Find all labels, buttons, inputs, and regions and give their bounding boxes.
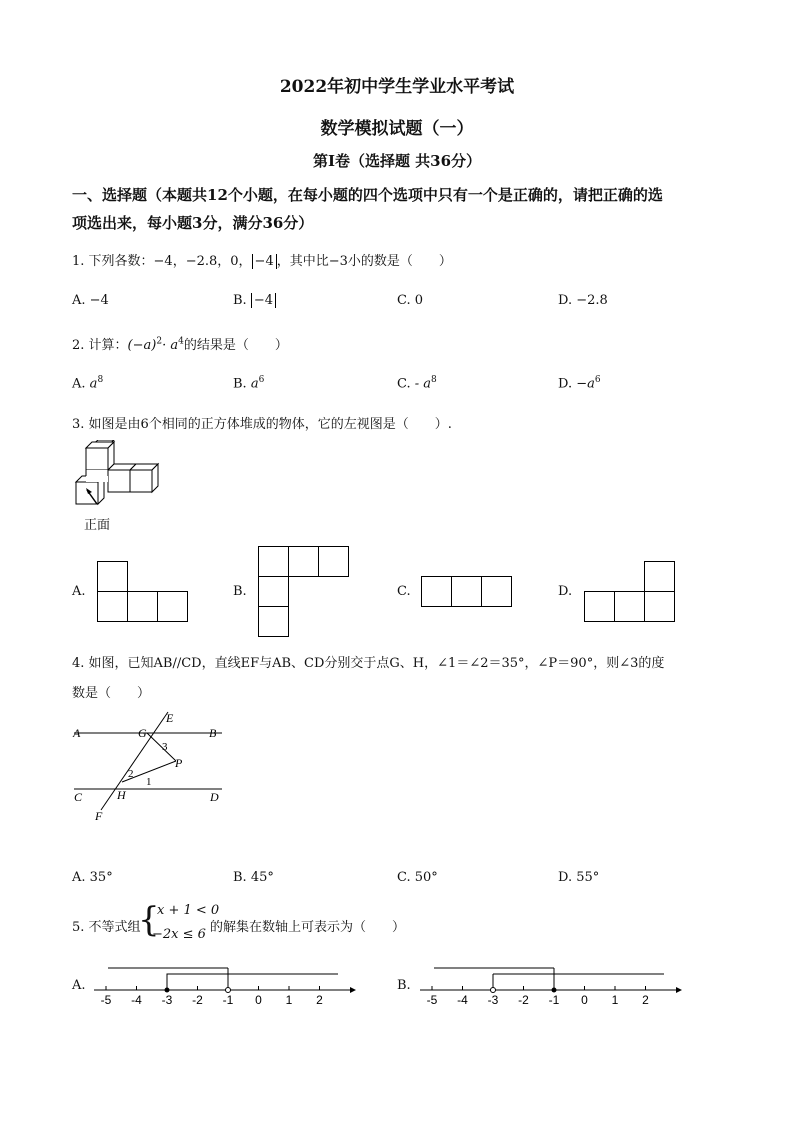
label-b: B (209, 726, 217, 740)
q2-text-a: 2. 计算： (72, 338, 128, 353)
q5-option-a-numberline (90, 962, 360, 1012)
cube-row-1 (108, 470, 130, 492)
q1-option-a[interactable]: A. −4 (72, 293, 109, 308)
label-d: D (210, 790, 219, 804)
tick-label: -5 (100, 993, 112, 1007)
q1-text-a: 1. 下列各数：−4，−2.8，0， (72, 254, 252, 269)
open-point (491, 988, 496, 993)
q2-option-d-label: D. (558, 376, 573, 392)
cube-row-2 (130, 470, 152, 492)
q1-option-d[interactable]: D. −2.8 (558, 293, 608, 308)
q2-option-d[interactable] (558, 375, 601, 391)
exam-subtitle: 数学模拟试题（一） (320, 119, 474, 139)
q5-brace: { (138, 900, 160, 940)
q5-option-a-label[interactable]: A. (72, 978, 86, 993)
q5-inequality-2: −2x ≤ 6 (152, 927, 206, 942)
q4-geometry-figure (68, 708, 238, 828)
q2-option-d-exp: 6 (594, 375, 601, 385)
tick-label: -1 (548, 993, 560, 1007)
q2-option-a-label: A. (72, 376, 86, 392)
tick-label: 1 (285, 993, 293, 1007)
q4-option-c[interactable]: C. 50° (397, 870, 438, 885)
label-a: A (73, 726, 81, 740)
q3-option-d-label[interactable]: D. (558, 584, 573, 599)
angle-1-label: 1 (146, 776, 152, 788)
q2-option-a[interactable] (72, 375, 103, 391)
q1-text-b: ，其中比−3小的数是（ ） (276, 254, 452, 269)
q2-option-c-label: C. (397, 376, 411, 392)
closed-point (552, 988, 557, 993)
tick-label: -5 (426, 993, 438, 1007)
q4-option-a[interactable]: A. 35° (72, 870, 113, 885)
cube-top (86, 448, 108, 470)
label-h: H (117, 788, 126, 802)
q2-option-b-label: B. (233, 376, 247, 392)
tick-label: 2 (316, 993, 323, 1007)
q2-exp4: 4 (178, 336, 184, 347)
label-f: F (95, 809, 103, 823)
label-c: C (74, 790, 83, 804)
q3-option-a-label[interactable]: A. (72, 584, 86, 599)
q2-dot-a: · a (162, 338, 179, 353)
q2-option-b-base: a (250, 376, 259, 392)
q2-option-a-exp: 8 (97, 375, 104, 385)
label-p: P (175, 756, 183, 770)
q2-option-b[interactable] (233, 375, 264, 391)
tick-label: -2 (192, 993, 203, 1007)
tick-label: 1 (611, 993, 619, 1007)
q5-option-b-label[interactable]: B. (397, 978, 411, 993)
q2-option-b-exp: 6 (258, 375, 265, 385)
tick-label: -2 (518, 993, 529, 1007)
q2-exp2: 2 (156, 336, 163, 347)
label-e: E (166, 711, 174, 725)
q3-option-c-label[interactable]: C. (397, 584, 411, 599)
q2-text-b: 的结果是（ ） (183, 338, 288, 353)
q2-expr: (−a) (127, 338, 157, 353)
angle-3-label: 3 (162, 741, 168, 753)
line-ef (101, 712, 168, 810)
question-4-line2: 数是（ ） (72, 686, 151, 701)
question-3: 3. 如图是由6个相同的正方体堆成的物体，它的左视图是（ ）. (72, 417, 452, 432)
q5-text-a: 5. 不等式组 (72, 920, 141, 935)
q3-cube-figure (70, 440, 170, 510)
exam-title: 2022年初中学生学业水平考试 (279, 77, 515, 97)
q1-option-b-value: −4 (251, 293, 276, 308)
q1-option-c[interactable]: C. 0 (397, 293, 424, 308)
q4-option-d[interactable]: D. 55° (558, 870, 600, 885)
angle-2-label: 2 (128, 768, 134, 780)
tick-label: -3 (487, 993, 499, 1007)
q5-option-b-numberline (416, 962, 686, 1012)
q3-option-b-label[interactable]: B. (233, 584, 247, 599)
label-g: G (138, 726, 147, 740)
part-heading: 第Ⅰ卷（选择题 共36分） (312, 152, 482, 170)
open-point (226, 988, 231, 993)
section-heading-line2: 项选出来，每小题3分，满分36分） (72, 214, 314, 232)
tick-label: 0 (581, 993, 588, 1007)
q2-option-c-base: - a (414, 376, 432, 392)
tick-label: 0 (255, 993, 262, 1007)
tick-label: -1 (222, 993, 234, 1007)
question-2 (72, 334, 288, 353)
q2-option-c-exp: 8 (431, 375, 437, 385)
tick-label: -4 (457, 993, 468, 1007)
q3-front-label: 正面 (84, 518, 111, 533)
question-4-line1: 4. 如图，已知AB//CD，直线EF与AB、CD分别交于点G、H，∠1＝∠2＝35°，∠P＝90°，则∠3的度 (72, 656, 665, 671)
q1-abs-value: −4 (252, 254, 277, 269)
tick-label: -3 (161, 993, 173, 1007)
q1-option-b[interactable] (233, 293, 276, 308)
q2-option-d-base: −a (576, 376, 595, 392)
tick-label: -4 (131, 993, 142, 1007)
q5-text-b: 的解集在数轴上可表示为（ ） (210, 920, 406, 935)
q1-option-b-label: B. (233, 293, 247, 308)
tick-label: 2 (642, 993, 649, 1007)
q5-inequality-1: x + 1 < 0 (157, 903, 220, 918)
q4-option-b[interactable]: B. 45° (233, 870, 274, 885)
section-heading-line1: 一、选择题（本题共12个小题，在每小题的四个选项中只有一个是正确的，请把正确的选 (72, 186, 663, 204)
question-1 (72, 250, 452, 269)
q2-option-c[interactable] (397, 375, 437, 391)
q2-option-a-base: a (89, 376, 98, 392)
closed-point (165, 988, 170, 993)
